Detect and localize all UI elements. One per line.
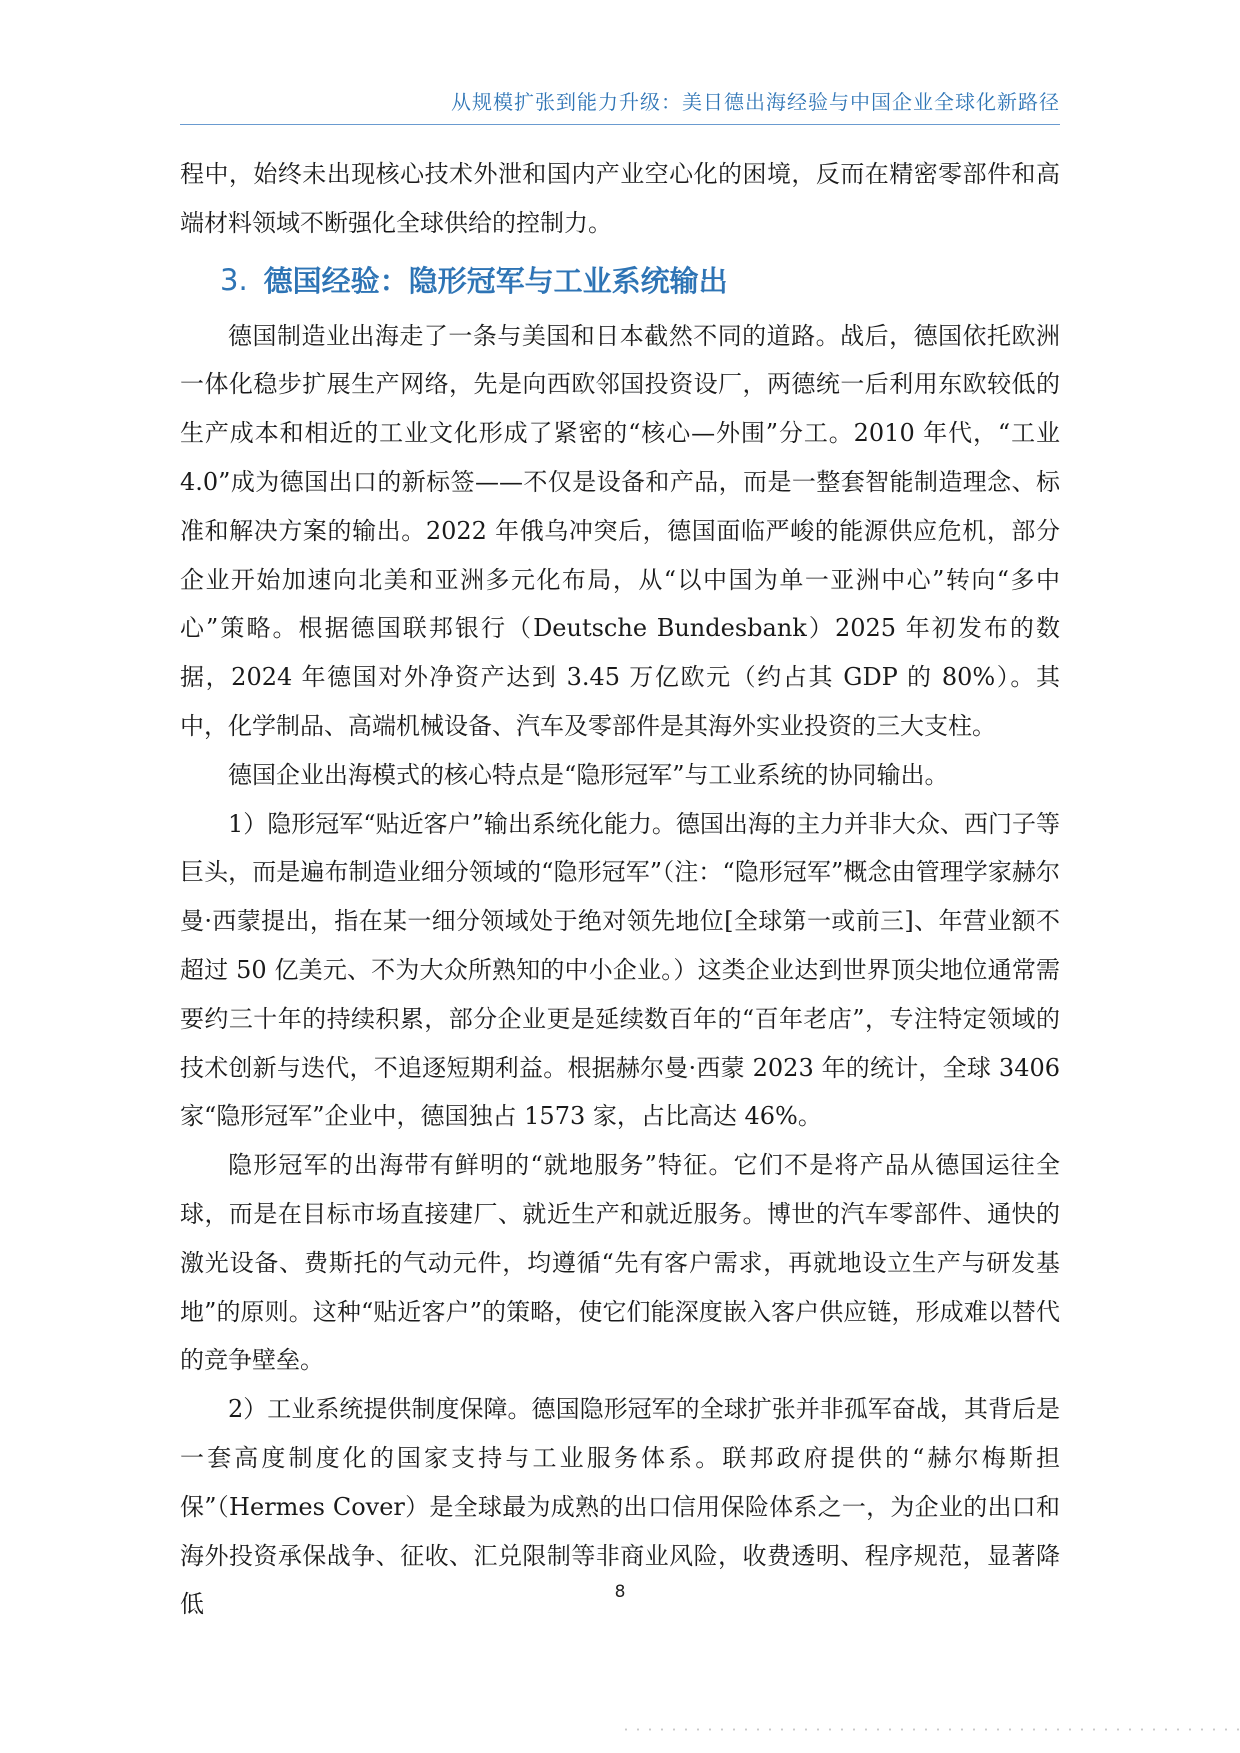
header-divider bbox=[180, 124, 1060, 125]
paragraph: 德国企业出海模式的核心特点是“隐形冠军”与工业系统的协同输出。 bbox=[228, 760, 949, 789]
section-title: 德国经验：隐形冠军与工业系统输出 bbox=[263, 264, 728, 299]
section-number: 3. bbox=[220, 262, 248, 297]
running-header: 从规模扩张到能力升级：美日德出海经验与中国企业全球化新路径 bbox=[451, 90, 1060, 114]
paragraph: 德国制造业出海走了一条与美国和日本截然不同的道路。战后，德国依托欧洲一体化稳步扩展生产网络，先是向西欧邻国投资设厂，两德统一后利用东欧较低的生产成本和相近的工业文化形成了紧密的“核心—外围”分工。2010 年代，“工业 4.0”成为德国出口的新标签——不仅是设备和产品，而是一整套智能制造理念、标准和解决方案的输出。2022 年俄乌冲突后，德国面临严峻的能源供应危机，部分企业开始加速向北美和亚洲多元化布局，从“以中国为单一亚洲中心”转向“多中心”策略。根据德国联邦银行（Deutsche Bundesbank）2025 年初发布的数据，2024 年德国对外净资产达到 3.45 万亿欧元（约占其 GDP 的 80%）。其中，化学制品、高端机械设备、汽车及零部件是其海外实业投资的三大支柱。 bbox=[180, 321, 1060, 740]
page-number: 8 bbox=[614, 1582, 626, 1602]
section-heading bbox=[180, 254, 1060, 306]
paragraph: 1）隐形冠军“贴近客户”输出系统化能力。德国出海的主力并非大众、西门子等巨头，而是遍布制造业细分领域的“隐形冠军”（注：“隐形冠军”概念由管理学家赫尔曼·西蒙提出，指在某一细分领域处于绝对领先地位[全球第一或前三]、年营业额不超过 50 亿美元、不为大众所熟知的中小企业。）这类企业达到世界顶尖地位通常需要约三十年的持续积累，部分企业更是延续数百年的“百年老店”，专注特定领域的技术创新与迭代，不追逐短期利益。根据赫尔曼·西蒙 2023 年的统计，全球 3406 家“隐形冠军”企业中，德国独占 1573 家，占比高达 46%。 bbox=[180, 809, 1060, 1131]
paragraph-continued: 程中，始终未出现核心技术外泄和国内产业空心化的困境，反而在精密零部件和高端材料领域不断强化全球供给的控制力。 bbox=[180, 160, 1060, 237]
paragraph: 2）工业系统提供制度保障。德国隐形冠军的全球扩张并非孤军奋战，其背后是一套高度制度化的国家支持与工业服务体系。联邦政府提供的“赫尔梅斯担保”（Hermes Cover）是全球最为成熟的出口信用保险体系之一，为企业的出口和海外投资承保战争、征收、汇兑限制等非商业风险，收费透明、程序规范，显著降低 bbox=[180, 1395, 1060, 1619]
footer-dotted-rule bbox=[620, 1728, 1240, 1731]
paragraph: 隐形冠军的出海带有鲜明的“就地服务”特征。它们不是将产品从德国运往全球，而是在目标市场直接建厂、就近生产和就近服务。博世的汽车零部件、通快的激光设备、费斯托的气动元件，均遵循“先有客户需求，再就地设立生产与研发基地”的原则。这种“贴近客户”的策略，使它们能深度嵌入客户供应链，形成难以替代的竞争壁垒。 bbox=[180, 1151, 1060, 1375]
page-body bbox=[180, 150, 1060, 1629]
